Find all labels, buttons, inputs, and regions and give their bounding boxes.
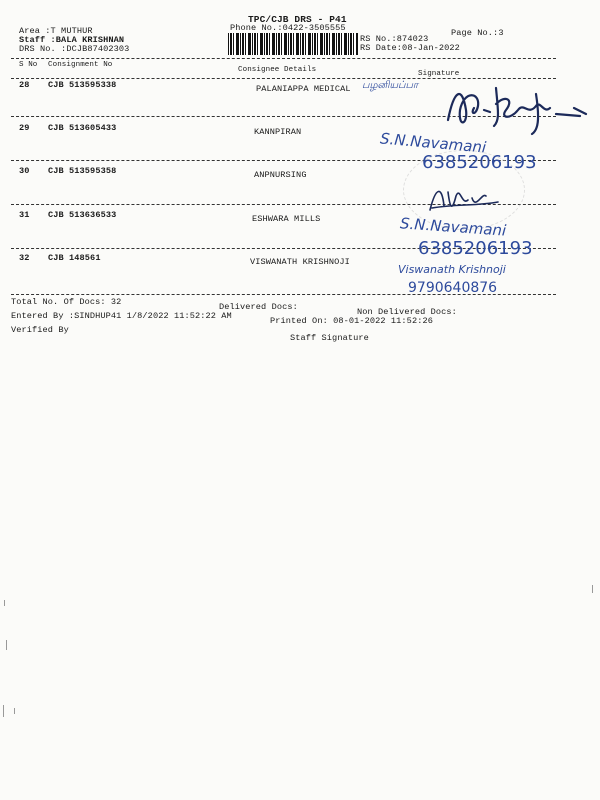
barcode: [228, 33, 358, 55]
staff-label: Staff :BALA KRISHNAN: [19, 35, 125, 45]
col-consignment: Consignment No: [48, 61, 113, 69]
non-delivered-docs: Non Delivered Docs:: [357, 307, 457, 317]
scan-speck: [592, 585, 593, 593]
signature-scribble: [440, 80, 590, 140]
row-consignment: CJB 513605433: [48, 123, 117, 133]
verified-by: Verified By: [11, 325, 69, 335]
row-sno: 28: [19, 80, 30, 90]
row-consignment: CJB 148561: [48, 253, 101, 263]
scan-speck: [14, 708, 15, 714]
col-sno: S No: [19, 61, 38, 69]
scan-speck: [4, 600, 5, 606]
drs-number: DRS No. :DCJB87402303: [19, 44, 130, 54]
row-sno: 30: [19, 166, 30, 176]
initials-scribble: [426, 182, 506, 216]
page-number: Page No.:3: [451, 28, 504, 38]
drs-title: TPC/CJB DRS - P41: [248, 14, 347, 25]
handwritten-phone: 9790640876: [408, 280, 498, 296]
handwritten-name: S.N.Navamani: [399, 214, 507, 240]
col-signature: Signature: [418, 70, 460, 78]
printed-on: Printed On: 08-01-2022 11:52:26: [270, 316, 433, 326]
rs-date: RS Date:08-Jan-2022: [360, 43, 460, 53]
row-consignee: ESHWARA MILLS: [252, 214, 321, 224]
handwritten-phone: 6385206193: [418, 238, 533, 259]
header-bottom-rule: [11, 78, 556, 79]
row-consignee: KANNPIRAN: [254, 127, 302, 137]
area-label: Area :T MUTHUR: [19, 26, 93, 36]
row-sno: 29: [19, 123, 30, 133]
rs-number: RS No.:874023: [360, 34, 429, 44]
staff-signature: Staff Signature: [290, 333, 369, 343]
handwritten-name: S.N.Navamani: [379, 129, 487, 157]
col-consignee: Consignee Details: [238, 66, 317, 74]
row-consignment: CJB 513595338: [48, 80, 117, 90]
delivered-docs: Delivered Docs:: [219, 302, 298, 312]
handwritten-phone: 6385206193: [422, 152, 537, 173]
row-sno: 31: [19, 210, 30, 220]
row-consignee: ANPNURSING: [254, 170, 307, 180]
header-top-rule: [11, 58, 556, 59]
row-consignee: VISWANATH KRISHNOJI: [250, 257, 350, 267]
scan-speck: [3, 705, 4, 717]
scan-speck: [6, 640, 7, 650]
row-consignment: CJB 513595358: [48, 166, 117, 176]
handwritten-name: Viswanath Krishnoji: [398, 263, 506, 276]
row-sno: 32: [19, 253, 30, 263]
phone-number: Phone No.:0422-3505555: [230, 23, 346, 33]
total-docs: Total No. Of Docs: 32: [11, 297, 122, 307]
handwritten-note: பழனியப்பா: [362, 80, 419, 91]
row-consignment: CJB 513636533: [48, 210, 117, 220]
row-consignee: PALANIAPPA MEDICAL: [256, 84, 351, 94]
entered-by: Entered By :SINDHUP41 1/8/2022 11:52:22 AM: [11, 311, 232, 321]
